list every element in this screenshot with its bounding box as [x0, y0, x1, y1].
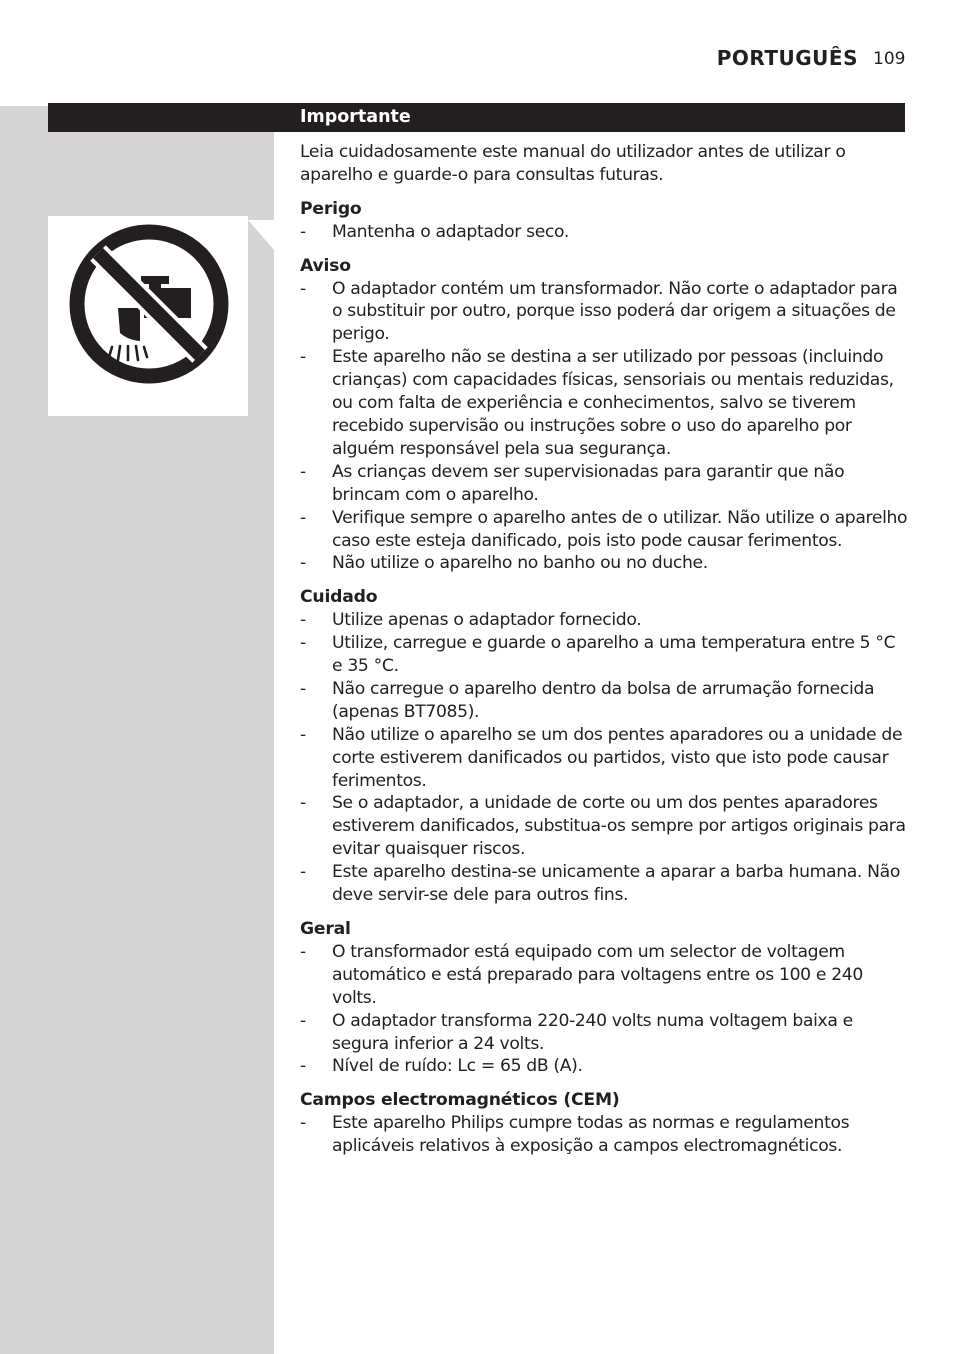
list-item: [300, 724, 910, 793]
dash-bullet-icon: -: [300, 221, 306, 242]
list-item: [300, 632, 910, 678]
list-item: [300, 278, 910, 347]
sections-container: [300, 198, 910, 1158]
section-block: [300, 586, 910, 907]
list-item: [300, 221, 910, 244]
list-item: [300, 792, 910, 861]
section-block: [300, 918, 910, 1078]
dash-bullet-icon: -: [300, 1010, 306, 1031]
bullet-list: [300, 221, 910, 244]
bullet-list: [300, 1112, 910, 1158]
list-item-text: Não utilize o aparelho se um dos pentes aparadores ou a unidade de corte estiverem danificados ou partidos, visto que isto pode causar ferimentos.: [332, 724, 903, 791]
callout-pointer: [248, 220, 274, 250]
intro-text: Leia cuidadosamente este manual do utilizador antes de utilizar o aparelho e guarde-o para consultas futuras.: [300, 142, 846, 185]
dash-bullet-icon: -: [300, 610, 306, 631]
section-heading: Perigo: [300, 198, 362, 219]
list-item-text: Este aparelho Philips cumpre todas as normas e regulamentos aplicáveis relativos à exposição a campos electromagnéticos.: [332, 1113, 850, 1157]
list-item: [300, 552, 910, 575]
list-item: [300, 346, 910, 461]
list-item-text: O adaptador transforma 220-240 volts numa voltagem baixa e segura inferior a 24 volts.: [332, 1010, 853, 1054]
section-heading: Cuidado: [300, 587, 378, 608]
list-item-text: O adaptador contém um transformador. Não corte o adaptador para o substituir por outro, porque isso poderá dar origem a situações de perigo.: [332, 278, 898, 345]
list-item-text: As crianças devem ser supervisionadas para garantir que não brincam com o aparelho.: [332, 461, 845, 505]
list-item-text: Utilize, carregue e guarde o aparelho a uma temperatura entre 5 °C e 35 °C.: [332, 633, 896, 677]
section-bar: [48, 103, 905, 132]
list-item: [300, 678, 910, 724]
dash-bullet-icon: -: [300, 507, 306, 528]
section-block: [300, 255, 910, 576]
list-item: [300, 1010, 910, 1056]
section-heading: Geral: [300, 919, 351, 939]
dash-bullet-icon: -: [300, 793, 306, 814]
section-heading: Campos electromagnéticos (CEM): [300, 1090, 620, 1111]
list-item-text: Verifique sempre o aparelho antes de o utilizar. Não utilize o aparelho caso este esteja danificado, pois isto pode causar ferimentos.: [332, 507, 908, 551]
section-title: Importante: [300, 107, 411, 127]
section-block: [300, 1089, 910, 1158]
list-item-text: Este aparelho destina-se unicamente a aparar a barba humana. Não deve servir-se dele para outros fins.: [332, 862, 901, 906]
dash-bullet-icon: -: [300, 347, 306, 368]
section-block: [300, 198, 910, 244]
dash-bullet-icon: -: [300, 633, 306, 654]
section-heading: Aviso: [300, 255, 351, 276]
bullet-list: [300, 609, 910, 907]
no-water-tap-icon: [48, 216, 248, 416]
list-item: [300, 507, 910, 553]
list-item: [300, 609, 910, 632]
main-content: [300, 141, 910, 1169]
dash-bullet-icon: -: [300, 553, 306, 574]
list-item: [300, 1112, 910, 1158]
dash-bullet-icon: -: [300, 278, 306, 299]
dash-bullet-icon: -: [300, 941, 306, 962]
page-number: 109: [873, 49, 906, 69]
dash-bullet-icon: -: [300, 1056, 306, 1077]
dash-bullet-icon: -: [300, 678, 306, 699]
bullet-list: [300, 278, 910, 576]
list-item-text: Este aparelho não se destina a ser utilizado por pessoas (incluindo crianças) com capacidades físicas, sensoriais ou mentais reduzidas, ou com falta de experiência e conhecimentos, salvo se tiverem recebido supervisão ou instruções sobre o uso do aparelho por alguém responsável pela sua segurança.: [332, 347, 894, 459]
dash-bullet-icon: -: [300, 461, 306, 482]
bullet-list: [300, 941, 910, 1078]
list-item-text: O transformador está equipado com um selector de voltagem automático e está preparado para voltagens entre os 100 e 240 volts.: [332, 941, 863, 1008]
list-item: [300, 861, 910, 907]
dash-bullet-icon: -: [300, 1113, 306, 1134]
language-heading: PORTUGUÊS: [716, 46, 858, 70]
list-item-text: Mantenha o adaptador seco.: [332, 221, 569, 242]
list-item-text: Utilize apenas o adaptador fornecido.: [332, 610, 642, 631]
list-item: [300, 941, 910, 1010]
warning-icon-box: [48, 216, 248, 416]
list-item-text: Se o adaptador, a unidade de corte ou um dos pentes aparadores estiverem danificados, substitua-os sempre por artigos originais para evitar quaisquer riscos.: [332, 793, 906, 860]
list-item-text: Nível de ruído: Lc = 65 dB (A).: [332, 1056, 583, 1077]
dash-bullet-icon: -: [300, 724, 306, 745]
list-item-text: Não utilize o aparelho no banho ou no duche.: [332, 553, 708, 574]
list-item-text: Não carregue o aparelho dentro da bolsa de arrumação fornecida (apenas BT7085).: [332, 678, 875, 722]
list-item: [300, 1055, 910, 1078]
list-item: [300, 461, 910, 507]
dash-bullet-icon: -: [300, 862, 306, 883]
